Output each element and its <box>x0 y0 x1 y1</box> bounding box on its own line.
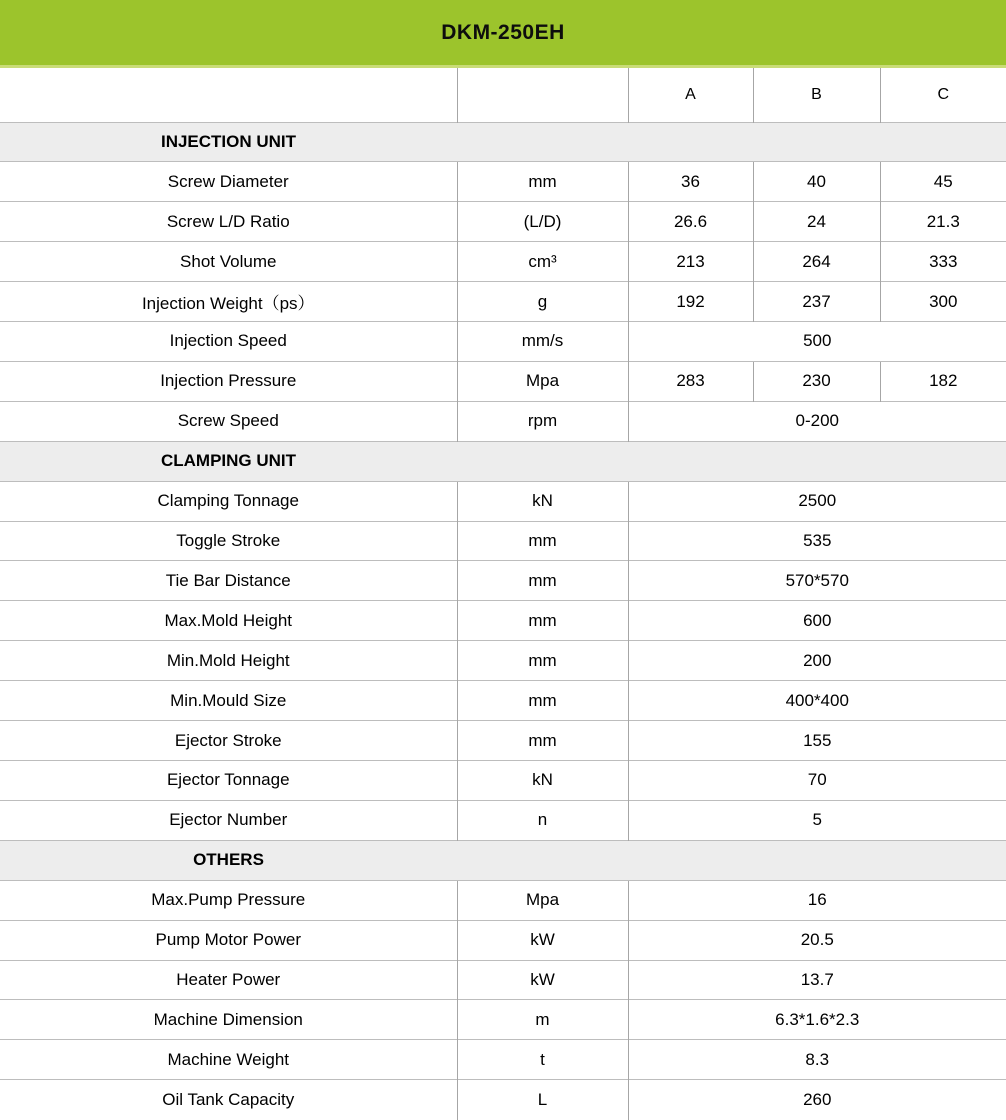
spec-row-max-mold-height <box>0 601 1006 641</box>
unit-cell: kN <box>457 481 628 521</box>
value-cell-merged: 2500 <box>628 481 1006 521</box>
unit-cell: cm³ <box>457 242 628 282</box>
unit-cell: rpm <box>457 401 628 441</box>
value-cell-merged: 0-200 <box>628 401 1006 441</box>
spec-row-pump-motor-power <box>0 920 1006 960</box>
spec-label: Toggle Stroke <box>0 521 457 561</box>
spec-label: Heater Power <box>0 960 457 1000</box>
spec-label: Min.Mold Height <box>0 641 457 681</box>
value-cell-c: 45 <box>880 162 1006 202</box>
spec-label: Shot Volume <box>0 242 457 282</box>
value-cell-c: 300 <box>880 282 1006 322</box>
unit-cell: Mpa <box>457 361 628 401</box>
section-header-injection-unit <box>0 122 1006 162</box>
spec-row-machine-weight <box>0 1040 1006 1080</box>
unit-cell: mm <box>457 521 628 561</box>
spec-label: Ejector Number <box>0 800 457 840</box>
value-cell-merged: 500 <box>628 322 1006 362</box>
model-title-bar <box>0 0 1006 68</box>
unit-cell: Mpa <box>457 880 628 920</box>
value-cell-merged: 6.3*1.6*2.3 <box>628 1000 1006 1040</box>
spec-label: Ejector Tonnage <box>0 761 457 801</box>
column-header-b: B <box>753 68 880 122</box>
value-cell-a: 283 <box>628 361 753 401</box>
spec-row-tie-bar-distance <box>0 561 1006 601</box>
value-cell-merged: 16 <box>628 880 1006 920</box>
value-cell-b: 237 <box>753 282 880 322</box>
label-header-cell <box>0 68 457 122</box>
value-cell-b: 40 <box>753 162 880 202</box>
value-cell-merged: 600 <box>628 601 1006 641</box>
unit-cell: mm/s <box>457 322 628 362</box>
unit-cell: kN <box>457 761 628 801</box>
value-cell-a: 192 <box>628 282 753 322</box>
spec-row-machine-dimension <box>0 1000 1006 1040</box>
value-cell-merged: 535 <box>628 521 1006 561</box>
spec-label: Tie Bar Distance <box>0 561 457 601</box>
spec-row-oil-tank-capacity <box>0 1080 1006 1120</box>
value-cell-merged: 400*400 <box>628 681 1006 721</box>
spec-label: Injection Weight（ps） <box>0 282 457 322</box>
spec-label: Oil Tank Capacity <box>0 1080 457 1120</box>
model-title: DKM-250EH <box>441 20 565 44</box>
column-header-row <box>0 68 1006 122</box>
spec-label: Machine Weight <box>0 1040 457 1080</box>
unit-cell: mm <box>457 721 628 761</box>
spec-label: Pump Motor Power <box>0 920 457 960</box>
spec-row-ejector-tonnage <box>0 761 1006 801</box>
value-cell-merged: 5 <box>628 800 1006 840</box>
unit-cell: mm <box>457 641 628 681</box>
value-cell-a: 26.6 <box>628 202 753 242</box>
value-cell-a: 36 <box>628 162 753 202</box>
value-cell-merged: 570*570 <box>628 561 1006 601</box>
unit-cell: mm <box>457 601 628 641</box>
spec-row-heater-power <box>0 960 1006 1000</box>
spec-row-injection-speed <box>0 322 1006 362</box>
unit-cell: kW <box>457 920 628 960</box>
spec-label: Max.Mold Height <box>0 601 457 641</box>
unit-cell: mm <box>457 162 628 202</box>
spec-label: Screw Speed <box>0 401 457 441</box>
spec-row-min-mold-height <box>0 641 1006 681</box>
value-cell-merged: 155 <box>628 721 1006 761</box>
spec-table <box>0 68 1006 1120</box>
spec-row-screw-speed <box>0 401 1006 441</box>
spec-label: Max.Pump Pressure <box>0 880 457 920</box>
column-header-c: C <box>880 68 1006 122</box>
section-title: INJECTION UNIT <box>160 131 297 151</box>
spec-row-shot-volume <box>0 242 1006 282</box>
value-cell-b: 230 <box>753 361 880 401</box>
unit-header-cell <box>457 68 628 122</box>
spec-label: Screw L/D Ratio <box>0 202 457 242</box>
value-cell-c: 333 <box>880 242 1006 282</box>
spec-row-injection-pressure <box>0 361 1006 401</box>
value-cell-merged: 13.7 <box>628 960 1006 1000</box>
unit-cell: t <box>457 1040 628 1080</box>
value-cell-b: 264 <box>753 242 880 282</box>
spec-label: Ejector Stroke <box>0 721 457 761</box>
spec-label: Injection Speed <box>0 322 457 362</box>
value-cell-merged: 200 <box>628 641 1006 681</box>
spec-label: Injection Pressure <box>0 361 457 401</box>
value-cell-c: 21.3 <box>880 202 1006 242</box>
section-header-clamping-unit <box>0 441 1006 481</box>
unit-cell: mm <box>457 561 628 601</box>
unit-cell: mm <box>457 681 628 721</box>
column-header-a: A <box>628 68 753 122</box>
value-cell-merged: 260 <box>628 1080 1006 1120</box>
spec-row-max-pump-pressure <box>0 880 1006 920</box>
spec-label: Machine Dimension <box>0 1000 457 1040</box>
spec-label: Clamping Tonnage <box>0 481 457 521</box>
section-title: CLAMPING UNIT <box>160 451 297 471</box>
spec-row-screw-ld-ratio <box>0 202 1006 242</box>
value-cell-merged: 8.3 <box>628 1040 1006 1080</box>
unit-cell: n <box>457 800 628 840</box>
unit-cell: (L/D) <box>457 202 628 242</box>
value-cell-merged: 20.5 <box>628 920 1006 960</box>
section-header-others <box>0 840 1006 880</box>
spec-row-ejector-stroke <box>0 721 1006 761</box>
spec-row-ejector-number <box>0 800 1006 840</box>
spec-label: Screw Diameter <box>0 162 457 202</box>
spec-row-min-mould-size <box>0 681 1006 721</box>
value-cell-merged: 70 <box>628 761 1006 801</box>
unit-cell: L <box>457 1080 628 1120</box>
unit-cell: m <box>457 1000 628 1040</box>
section-title: OTHERS <box>193 850 264 870</box>
spec-row-injection-weight <box>0 282 1006 322</box>
spec-row-toggle-stroke <box>0 521 1006 561</box>
spec-label: Min.Mould Size <box>0 681 457 721</box>
unit-cell: kW <box>457 960 628 1000</box>
spec-row-screw-diameter <box>0 162 1006 202</box>
value-cell-c: 182 <box>880 361 1006 401</box>
value-cell-b: 24 <box>753 202 880 242</box>
value-cell-a: 213 <box>628 242 753 282</box>
spec-row-clamping-tonnage <box>0 481 1006 521</box>
unit-cell: g <box>457 282 628 322</box>
